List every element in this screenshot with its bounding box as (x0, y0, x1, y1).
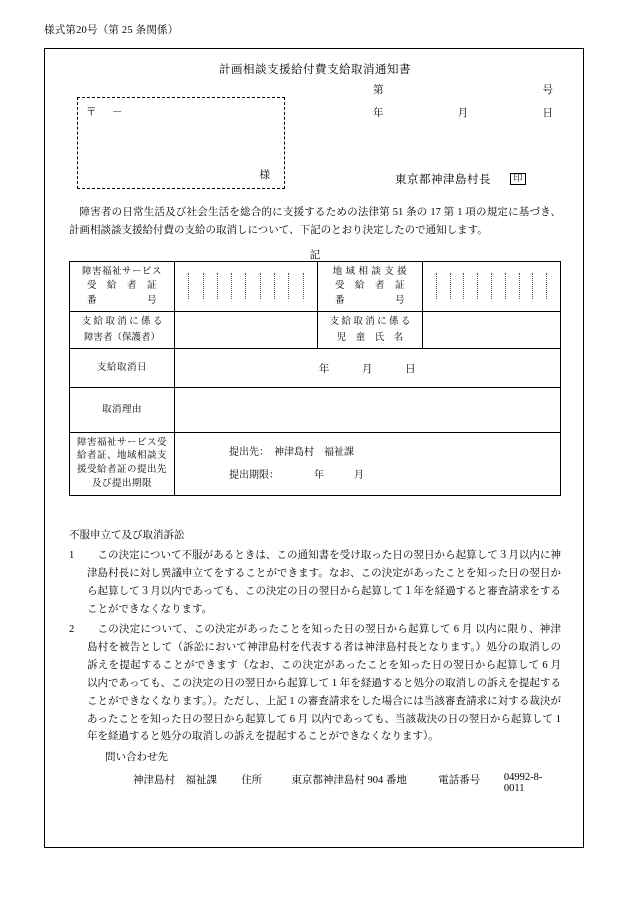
date-day: 日 (405, 363, 417, 375)
label-line: 支給取消日 (96, 362, 147, 373)
input-welfare-cert-number[interactable] (175, 262, 318, 312)
contact-address: 東京都神津島村 904 番地 (291, 775, 407, 786)
label-line: 障害者（保護者） (83, 332, 160, 343)
contact-section (69, 749, 561, 794)
submission-deadline: 提出期限： 年 月 (229, 470, 364, 482)
cell-label-target-person (70, 311, 175, 348)
appeal-item-number: 2 (69, 624, 75, 636)
label-line: 受 給 者 証 (334, 281, 405, 292)
contact-section-title: 問い合わせ先 (105, 752, 168, 763)
form-number: 様式第20号（第 25 条関係） (44, 25, 179, 36)
contact-details-row (69, 772, 561, 794)
label-line: 番 号 (334, 295, 405, 306)
form-outer-frame (44, 48, 584, 848)
document-number-block (373, 82, 553, 128)
appeal-item (69, 547, 561, 618)
input-cancel-reason[interactable] (175, 388, 561, 433)
appeal-section-title: 不服申立て及び取消訴訟 (69, 530, 185, 541)
appeal-item-number: 1 (69, 550, 75, 561)
label-line: 受 給 者 証 (86, 281, 157, 292)
cell-submission-info (175, 433, 561, 496)
input-cancel-date[interactable] (175, 349, 561, 388)
submission-destination: 提出先： 神津島村 福祉課 (229, 447, 354, 459)
contact-phone: 04992-8-0011 (503, 772, 543, 794)
cell-label-welfare-cert-number (70, 262, 175, 312)
label-line: 支 給 取 消 に 係 る (81, 316, 163, 327)
table-row (70, 262, 561, 312)
input-regional-cert-number[interactable] (423, 262, 561, 312)
label-line: 地 域 相 談 支 援 (332, 267, 408, 277)
cell-label-submission (70, 433, 175, 496)
label-line: 給者証、地域相談支 (76, 451, 167, 462)
label-line: 援受給者証の提出先 (76, 465, 167, 476)
body-paragraph (69, 204, 561, 241)
page-title: 計画相談支援給付費支給取消通知書 (219, 64, 411, 76)
number-unit: 号 (542, 85, 553, 96)
recipient-address-box (77, 97, 285, 189)
input-target-person[interactable] (175, 311, 318, 348)
table-row (70, 349, 561, 388)
contact-phone-label: 電話番号 (438, 775, 481, 786)
label-line: 取消理由 (101, 404, 142, 415)
details-table (69, 261, 561, 496)
label-line: 及び提出期限 (91, 478, 152, 489)
appeal-item (69, 621, 561, 746)
number-label: 第 (373, 85, 384, 96)
date-year: 年 (318, 363, 330, 375)
label-line: 児 童 氏 名 (336, 332, 404, 343)
label-line: 番 号 (86, 295, 157, 306)
recipient-honorific: 様 (259, 170, 270, 181)
cell-label-child-name (318, 311, 423, 348)
ki-heading: 記 (309, 250, 321, 261)
contact-address-label: 住所 (241, 775, 263, 786)
postal-dash: － (112, 107, 124, 118)
issuer-name (395, 171, 526, 187)
seal-icon: 印 (510, 173, 526, 185)
appeal-item-text: この決定について不服があるときは、この通知書を受け取った日の翌日から起算して３月以内に神津島村長に対し異議申立てをすることができます。なお、この決定があったことを知った日の翌日から起算して３月以内であっても、この決定の日の翌日から起算して１年を経過すると審査請求をすることができなくなります。 (87, 550, 561, 615)
label-line: 支 給 取 消 に 係 る (329, 316, 411, 327)
contact-office: 神津島村 福祉課 (133, 775, 217, 786)
table-row (70, 433, 561, 496)
label-line: 障害福祉サービス (81, 267, 162, 277)
cell-label-regional-cert-number (318, 262, 423, 312)
issuer-label: 東京都神津島村長 (395, 174, 491, 186)
table-row (70, 311, 561, 348)
date-year-label: 年 (373, 108, 384, 119)
label-line: 障害福祉サービス受 (76, 437, 167, 448)
cell-label-cancel-reason (70, 388, 175, 433)
table-row (70, 388, 561, 433)
date-day-label: 日 (542, 108, 553, 119)
body-paragraph-text: 障害者の日常生活及び社会生活を総合的に支援するための法律第 51 条の 17 第 1 項の規定に基づき、計画相談談支援給付費の支給の取消しについて、下記のとおり決定したので通知します。 (69, 207, 561, 237)
postal-code-field (86, 104, 124, 119)
appeal-section (69, 527, 561, 749)
input-child-name[interactable] (423, 311, 561, 348)
appeal-item-text: この決定について、この決定があったことを知った日の翌日から起算して 6 月 以内に限り、神津島村を被告として（訴訟において神津島村を代表する者は神津島村長となります。）処分の取消しの訴えを提起することができます（なお、この決定があったことを知った日の翌日から起算して 6 月 以内であっても、この決定の日の翌日から起算して 1 年を経過すると処分の取消しの訴えを提起することができなくなります。）。ただし、上記 1 の審査請求をした場合には当該審査請求に対する裁決があったことを知った日の翌日から起算して 6 月 以内であっても、当該裁決の日の翌日から起算して 1 年を経過すると処分の取消しの訴えを提起することができなくなります）。 (87, 624, 561, 743)
date-month-label: 月 (457, 108, 469, 119)
date-month: 月 (362, 363, 373, 375)
cell-label-cancel-date (70, 349, 175, 388)
postal-symbol: 〒 (86, 107, 98, 118)
